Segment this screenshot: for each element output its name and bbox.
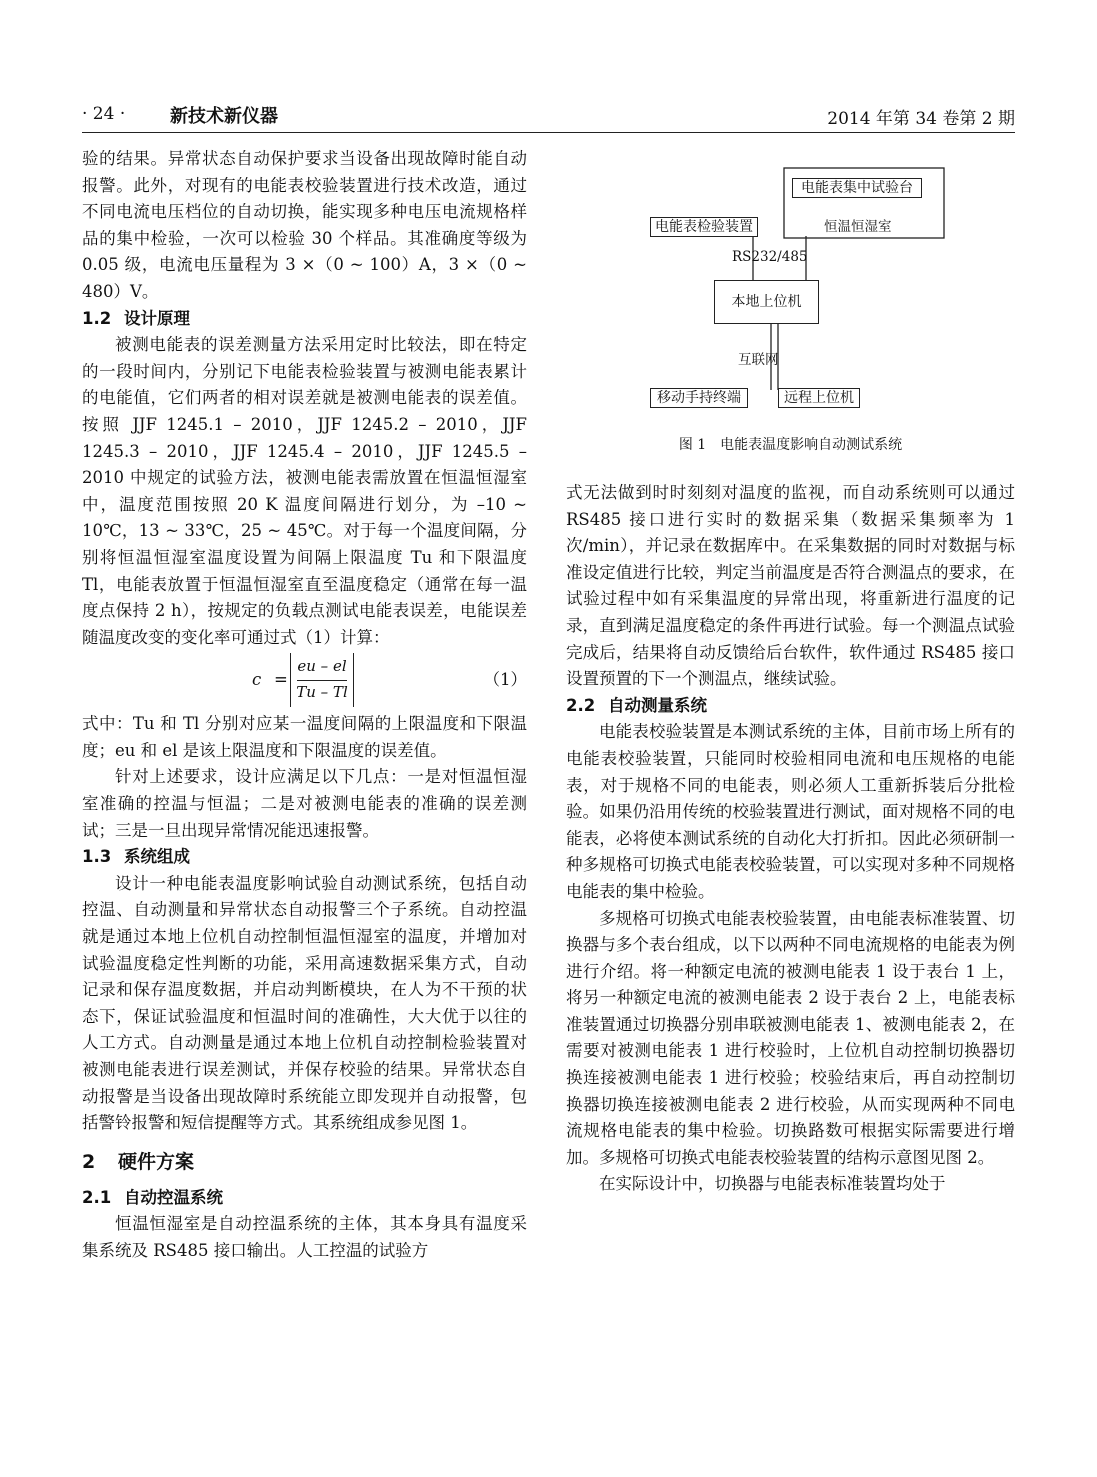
section-heading-2-2 (566, 693, 1015, 720)
test-stand-box: 电能表集中试验台 (792, 178, 922, 198)
figure-1-diagram (566, 160, 1015, 460)
section-number: 1.3 (82, 847, 112, 867)
section-title: 硬件方案 (118, 1150, 195, 1173)
paragraph: 针对上述要求，设计应满足以下几点：一是对恒温恒湿室准确的控温与恒温；二是对被测电能表的准确的误差测试；三是一旦出现异常情况能迅速报警。 (82, 767, 527, 840)
equation-denominator: Tu – Tl (296, 683, 348, 702)
paragraph: 在实际设计中，切换器与电能表标准装置均处于 (599, 1174, 946, 1194)
section-heading-1-2 (82, 306, 527, 333)
absolute-value-fraction (290, 653, 354, 707)
journal-title: 新技术新仪器 (170, 106, 278, 127)
paragraph: 式中：Tu 和 Tl 分别对应某一温度间隔的上限温度和下限温度；eu 和 el 是该上限温度和下限温度的误差值。 (82, 714, 527, 760)
section-number: 2.2 (566, 695, 596, 715)
equation-lhs: c (252, 670, 262, 690)
paragraph: 多规格可切换式电能表校验装置，由电能表标准装置、切换器与多个表台组成，以下以两种不同电流规格的电能表为例进行介绍。将一种额定电流的被测电能表 1 设于表台 1 上，将另一种额定电流的被测电能表 2 设于表台 2 上，电能表标准装置通过切换器分别串联被测电能表 1、被测电能表 2，在需要对被测电能表 1 进行校验时，上位机自动控制切换器切换连接被测电能表 1 进行校验；校验结束后，再自动控制切换器切换连接被测电能表 2 进行校验，从而实现两种不同电流规格电能表的集中检验。切换路数可根据实际需要进行增加。多规格可切换式电能表校验装置的结构示意图见图 2。 (566, 908, 1015, 1167)
section-title: 设计原理 (124, 308, 190, 328)
section-heading-2 (82, 1147, 527, 1177)
bus-label: RS232/485 (732, 249, 808, 265)
section-title: 自动测量系统 (608, 695, 707, 715)
section-number: 2 (82, 1150, 96, 1173)
section-heading-2-1 (82, 1185, 527, 1212)
section-title: 自动控温系统 (124, 1187, 223, 1207)
section-number: 2.1 (82, 1187, 112, 1207)
equation-numerator: eu – el (297, 657, 347, 676)
right-column (566, 480, 1015, 1198)
section-title: 系统组成 (124, 847, 190, 867)
left-column (82, 146, 527, 1265)
paragraph: 电能表校验装置是本测试系统的主体，目前市场上所有的电能表校验装置，只能同时校验相同电流和电压规格的电能表，对于规格不同的电能表，则必须人工重新拆装后分批检验。如果仍沿用传统的校验装置进行测试，面对规格不同的电能表，必将使本测试系统的自动化大打折扣。因此必须研制一种多规格可切换式电能表校验装置，可以实现对多种不同规格电能表的集中检验。 (566, 722, 1015, 901)
local-pc-box: 本地上位机 (714, 280, 819, 324)
equation-1 (82, 653, 527, 709)
running-header (82, 100, 1015, 133)
page-number: · 24 · (82, 104, 126, 124)
issue-info: 2014 年第 34 卷第 2 期 (827, 109, 1015, 129)
paragraph: 验的结果。异常状态自动保护要求当设备出现故障时能自动报警。此外，对现有的电能表校验装置进行技术改造，通过不同电流电压档位的自动切换，能实现多种电压电流规格样品的集中检验，一次可以检验 30 个样品。其准确度等级为 0.05 级，电流电压量程为 3 ×（0 ~ 100）A，3 ×（0 ~ 480）V。 (82, 149, 527, 301)
section-number: 1.2 (82, 308, 112, 328)
mobile-terminal-box: 移动手持终端 (650, 388, 748, 408)
calibrator-box: 电能表检验装置 (650, 217, 758, 237)
equation-number: （1） (483, 670, 527, 690)
paragraph: 被测电能表的误差测量方法采用定时比较法，即在特定的一段时间内，分别记下电能表检验装置与被测电能表累计的电能值，它们两者的相对误差就是被测电能表的误差值。按照 JJF 1245.1 – 2010，JJF 1245.2 – 2010，JJF 1245.3 – 2010，JJF 1245.4 – 2010，JJF 1245.5 – 2010 中规定的试验方法，被测电能表需放置在恒温恒湿室中，温度范围按照 20 K 温度间隔进行划分，为 –10 ~ 10℃，13 ~ 33℃，25 ~ 45℃。对于每一个温度间隔，分别将恒温恒湿室温度设置为间隔上限温度 Tu 和下限温度 Tl，电能表放置于恒温恒湿室直至温度稳定（通常在每一温度点保持 2 h），按规定的负载点测试电能表误差，电能误差随温度改变的变化率可通过式（1）计算： (82, 335, 527, 647)
paragraph: 恒温恒湿室是自动控温系统的主体，其本身具有温度采集系统及 RS485 接口输出。人工控温的试验方 (82, 1214, 527, 1260)
internet-label: 互联网 (738, 352, 779, 368)
paragraph: 设计一种电能表温度影响试验自动测试系统，包括自动控温、自动测量和异常状态自动报警三个子系统。自动控温就是通过本地上位机自动控制恒温恒湿室的温度，并增加对试验温度稳定性判断的功能，采用高速数据采集方式，自动记录和保存温度数据，并启动判断模块，在人为不干预的状态下，保证试验温度和恒温时间的准确性，大大优于以往的人工方式。自动测量是通过本地上位机自动控制检验装置对被测电能表进行误差测试，并保存校验的结果。异常状态自动报警是当设备出现故障时系统能立即发现并自动报警，包括警铃报警和短信提醒等方式。其系统组成参见图 1。 (82, 873, 527, 1133)
figure-caption: 图 1 电能表温度影响自动测试系统 (678, 437, 903, 453)
equation-equals: = (274, 670, 288, 690)
section-heading-1-3 (82, 844, 527, 871)
chamber-label: 恒温恒湿室 (824, 219, 892, 235)
paragraph: 式无法做到时时刻刻对温度的监视，而自动系统则可以通过 RS485 接口进行实时的数据采集（数据采集频率为 1 次/min），并记录在数据库中。在采集数据的同时对数据与标准设定值进行比较，判定当前温度是否符合测温点的要求，在试验过程中如有采集温度的异常出现，将重新进行温度的记录，直到满足温度稳定的条件再进行试验。每一个测温点试验完成后，结果将自动反馈给后台软件，软件通过 RS485 接口设置预置的下一个测温点，继续试验。 (566, 483, 1015, 689)
remote-pc-box: 远程上位机 (778, 388, 860, 408)
